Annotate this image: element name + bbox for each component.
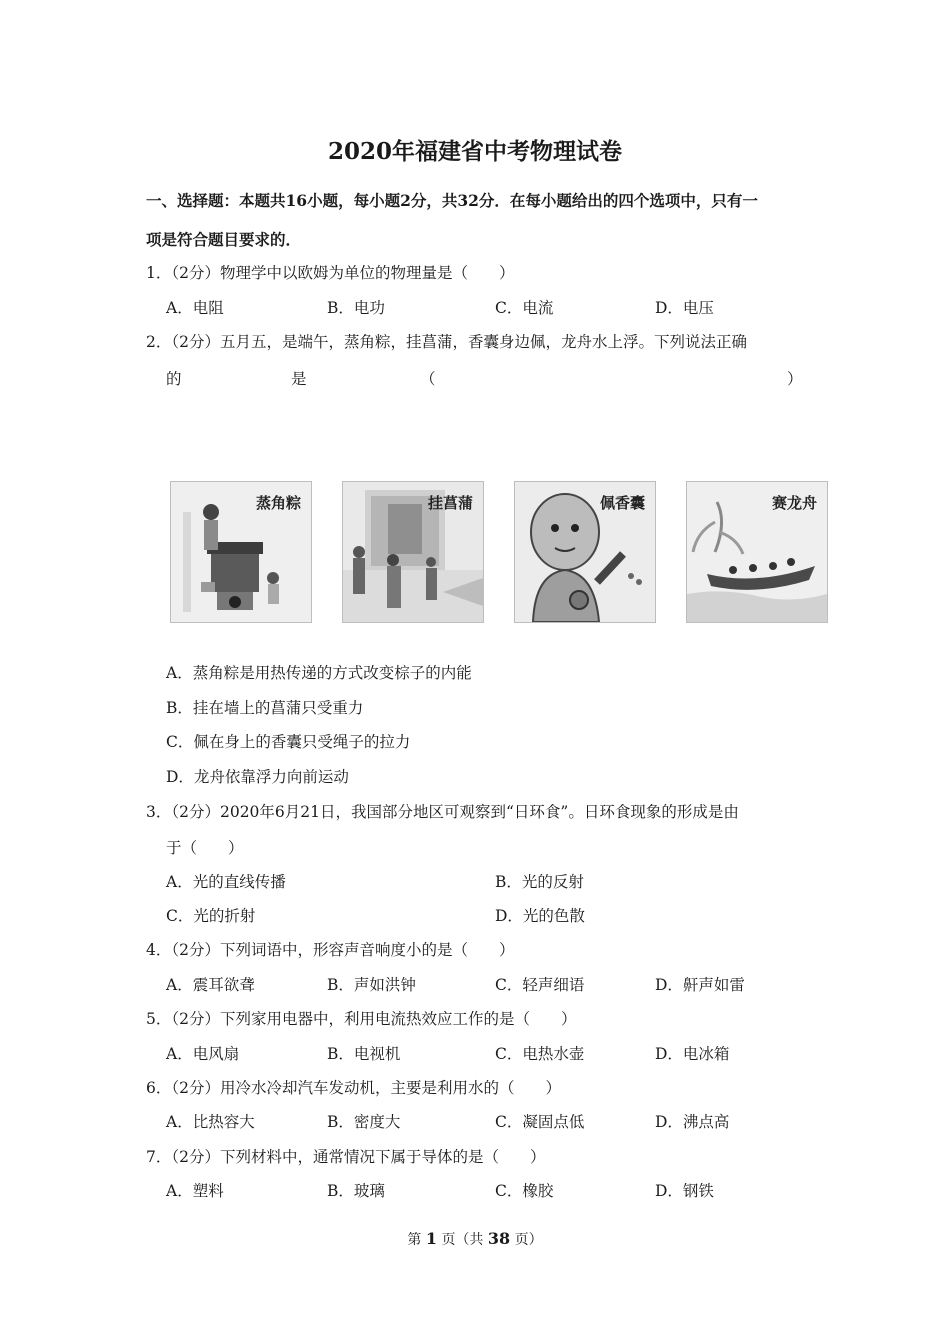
question-4-option-d: D．鼾声如雷 [655, 976, 745, 994]
question-4-option-b: B．声如洪钟 [327, 976, 416, 994]
image-steaming-zongzi [170, 481, 312, 623]
question-5-stem: 5．（2分）下列家用电器中，利用电流热效应工作的是（ ） [146, 1010, 577, 1028]
question-5-option-c: C．电热水壶 [495, 1045, 585, 1063]
page-title: 2020年福建省中考物理试卷 [327, 138, 622, 165]
question-1-option-c: C．电流 [495, 299, 554, 317]
question-2-cont-3: （ [420, 370, 436, 388]
footer-prefix: 第 [407, 1232, 422, 1248]
footer-page-number: 1 [425, 1229, 437, 1248]
section-heading-line1: 一、选择题：本题共16小题，每小题2分，共32分．在每小题给出的四个选项中，只有一 [146, 191, 758, 210]
question-1-option-b: B．电功 [327, 299, 385, 317]
question-1-stem: 1．（2分）物理学中以欧姆为单位的物理量是（ ） [146, 264, 515, 282]
section-heading-line2: 项是符合题目要求的． [146, 230, 302, 249]
question-1-option-d: D．电压 [655, 299, 714, 317]
image-hanging-calamus [342, 481, 484, 623]
image-dragon-boat [686, 481, 828, 623]
question-2-option-b: B．挂在墙上的菖蒲只受重力 [166, 699, 364, 717]
question-6-option-b: B．密度大 [327, 1113, 401, 1131]
question-2-stem: 2．（2分）五月五，是端午，蒸角粽，挂菖蒲，香囊身边佩，龙舟水上浮。下列说法正确 [146, 333, 747, 351]
question-4-option-a: A．震耳欲聋 [166, 976, 255, 994]
question-3-option-d: D．光的色散 [495, 907, 585, 925]
image-label-1: 蒸角粽 [255, 494, 301, 512]
question-6-stem: 6．（2分）用冷水冷却汽车发动机，主要是利用水的（ ） [146, 1079, 561, 1097]
footer-total-pages: 38 [487, 1229, 511, 1248]
question-7-option-b: B．玻璃 [327, 1182, 385, 1200]
question-3-cont: 于（ ） [166, 839, 244, 857]
question-7-option-c: C．橡胶 [495, 1182, 554, 1200]
question-4-stem: 4．（2分）下列词语中，形容声音响度小的是（ ） [146, 941, 515, 959]
question-6-option-d: D．沸点高 [655, 1113, 730, 1131]
question-5-option-b: B．电视机 [327, 1045, 401, 1063]
question-5-option-a: A．电风扇 [166, 1045, 240, 1063]
question-2-option-d: D．龙舟依靠浮力向前运动 [166, 768, 349, 786]
image-label-3: 佩香囊 [599, 494, 645, 512]
question-2-option-a: A．蒸角粽是用热传递的方式改变棕子的内能 [166, 664, 472, 682]
question-3-option-a: A．光的直线传播 [166, 873, 286, 891]
question-2-cont-1: 的 [166, 370, 182, 388]
question-2-cont-4: ） [787, 370, 803, 388]
image-label-2: 挂菖蒲 [427, 494, 473, 512]
question-2-cont-2: 是 [291, 370, 307, 388]
question-7-option-a: A．塑料 [166, 1182, 224, 1200]
footer-middle: 页（共 [441, 1232, 484, 1248]
question-3-option-b: B．光的反射 [495, 873, 584, 891]
question-3-stem: 3．（2分）2020年6月21日，我国部分地区可观察到“日环食”。日环食现象的形成是由 [146, 803, 739, 821]
image-label-4: 赛龙舟 [771, 494, 817, 512]
question-1-option-a: A．电阻 [166, 299, 224, 317]
question-4-option-c: C．轻声细语 [495, 976, 585, 994]
question-2-option-c: C．佩在身上的香囊只受绳子的拉力 [166, 733, 411, 751]
page-footer [0, 1229, 950, 1249]
question-7-option-d: D．钢铁 [655, 1182, 714, 1200]
question-7-stem: 7．（2分）下列材料中，通常情况下属于导体的是（ ） [146, 1148, 546, 1166]
question-6-option-c: C．凝固点低 [495, 1113, 585, 1131]
image-sachet-child [514, 481, 656, 623]
question-5-option-d: D．电冰箱 [655, 1045, 730, 1063]
question-6-option-a: A．比热容大 [166, 1113, 255, 1131]
footer-suffix: 页） [514, 1232, 543, 1248]
question-3-option-c: C．光的折射 [166, 907, 256, 925]
